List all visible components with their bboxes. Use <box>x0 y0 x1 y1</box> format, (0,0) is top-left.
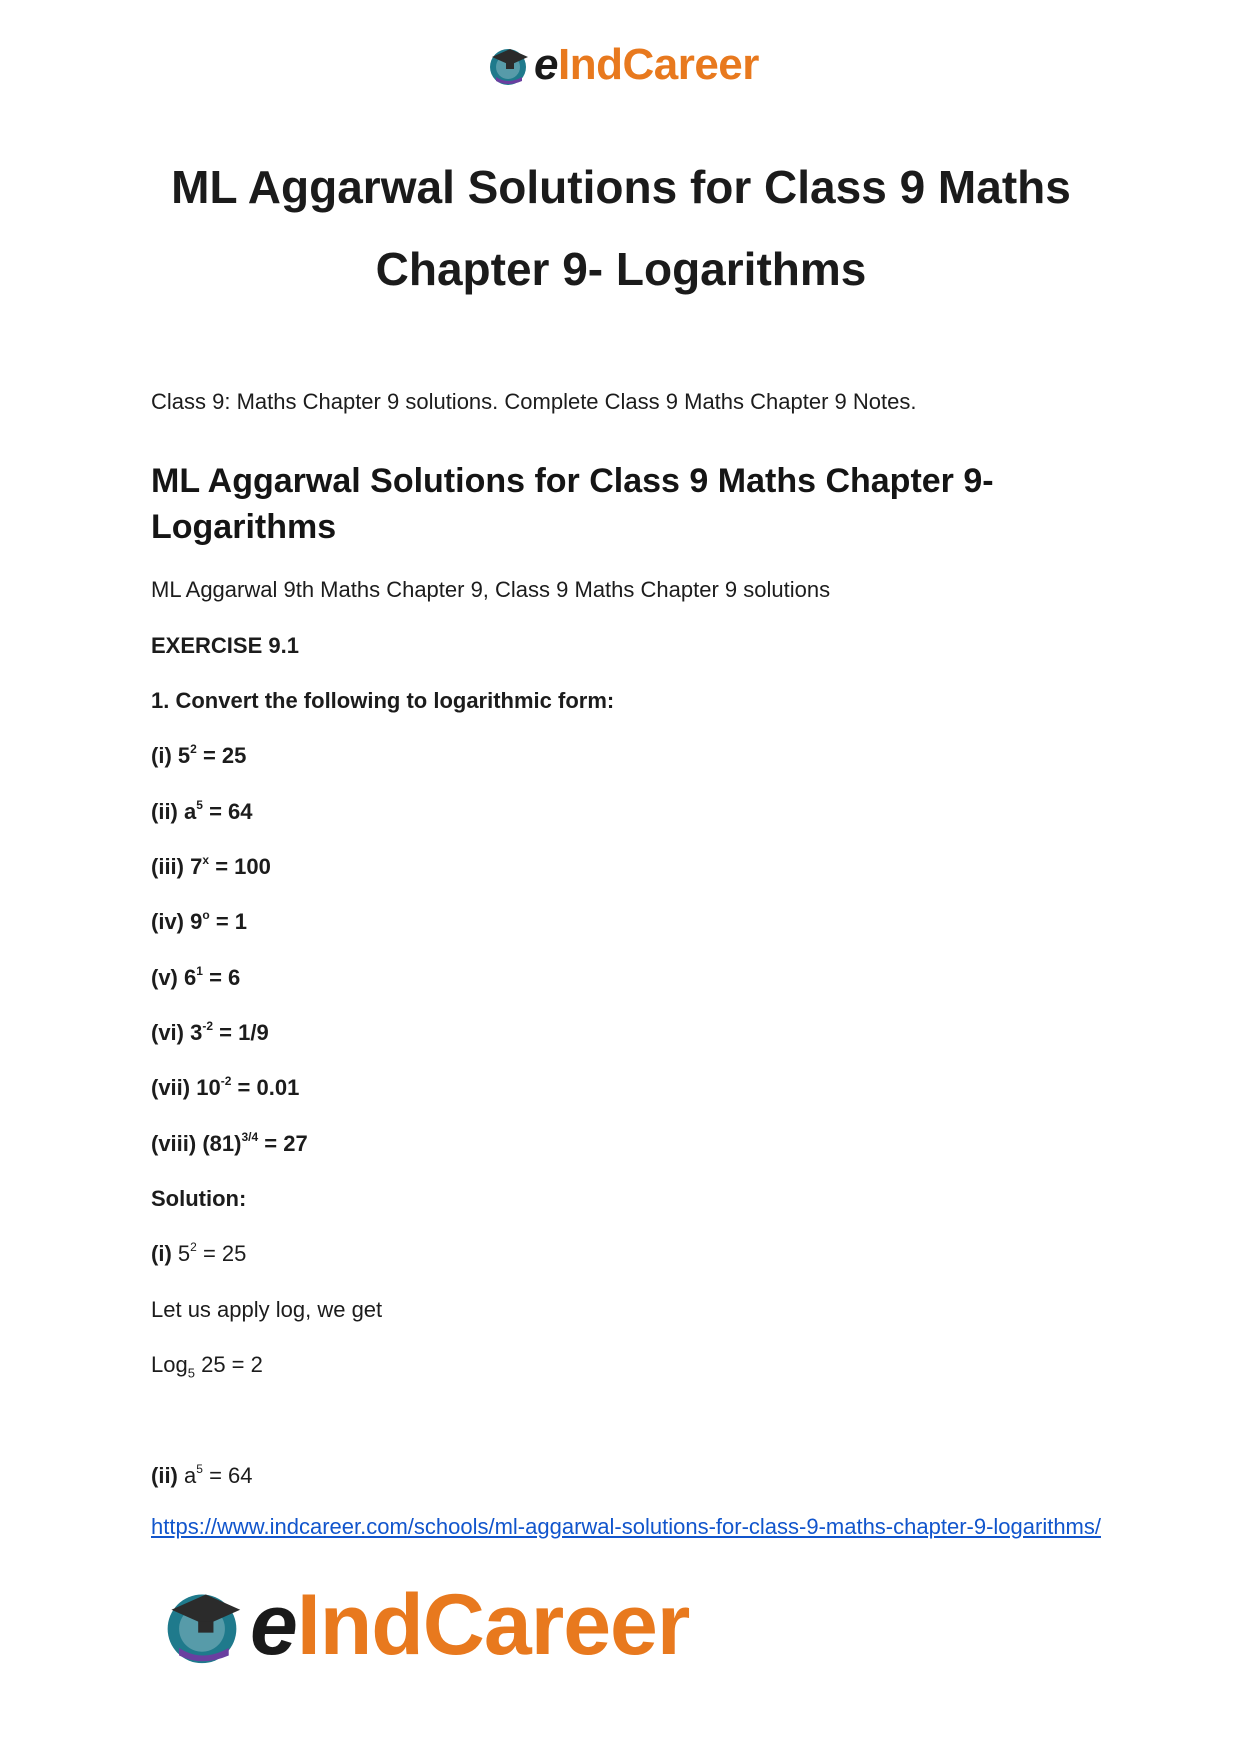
brand-name: eIndCareer <box>250 1577 690 1673</box>
solution-part: (i) $5^2 = 25$ <box>151 1239 247 1266</box>
source-link[interactable]: https://www.indcareer.com/schools/ml-aggarwal-solutions-for-class-9-maths-chapter-9-logarithms/ <box>151 1514 1101 1539</box>
graduation-cap-globe-icon <box>486 43 530 87</box>
page-title <box>0 146 1242 310</box>
solution-heading: Solution: <box>151 1186 247 1211</box>
solution-result: Log$_5$ 25 = 2 <box>151 1352 263 1381</box>
exercise-heading: EXERCISE 9.1 <box>151 633 299 658</box>
brand-logo-top <box>486 40 759 90</box>
question-item: (v) $6^1 = 6$ <box>151 963 241 990</box>
title-line-1: ML Aggarwal Solutions for Class 9 Maths <box>171 161 1071 213</box>
brand-name: eIndCareer <box>534 40 759 89</box>
solution-part: (ii) $a^5 = 64$ <box>151 1461 253 1488</box>
title-line-2: Chapter 9- Logarithms <box>375 243 867 295</box>
question-text: 1. Convert the following to logarithmic form: <box>151 688 615 713</box>
question-item: (i) $5^2 = 25$ <box>151 741 247 768</box>
question-item: (viii) $(81)^{3/4} = 27$ <box>151 1129 308 1156</box>
question-item: (vii) $10^{-2} = 0.01$ <box>151 1073 300 1100</box>
graduation-cap-globe-icon <box>160 1583 244 1667</box>
question-item: (vi) $3^{-2} = 1/9$ <box>151 1018 269 1045</box>
question-item: (ii) $a^5 = 64$ <box>151 797 253 824</box>
question-item: (iii) 7$^x$ = 100 <box>151 852 271 879</box>
brand-logo-bottom <box>160 1577 690 1673</box>
question-item: (iv) 9$^o$ = 1 <box>151 907 248 934</box>
section-subtitle: ML Aggarwal 9th Maths Chapter 9, Class 9 Maths Chapter 9 solutions <box>151 577 831 602</box>
intro-text: Class 9: Maths Chapter 9 solutions. Complete Class 9 Maths Chapter 9 Notes. <box>151 389 917 414</box>
solution-step: Let us apply log, we get <box>151 1297 383 1322</box>
section-heading: ML Aggarwal Solutions for Class 9 Maths Chapter 9- Logarithms <box>151 462 994 546</box>
